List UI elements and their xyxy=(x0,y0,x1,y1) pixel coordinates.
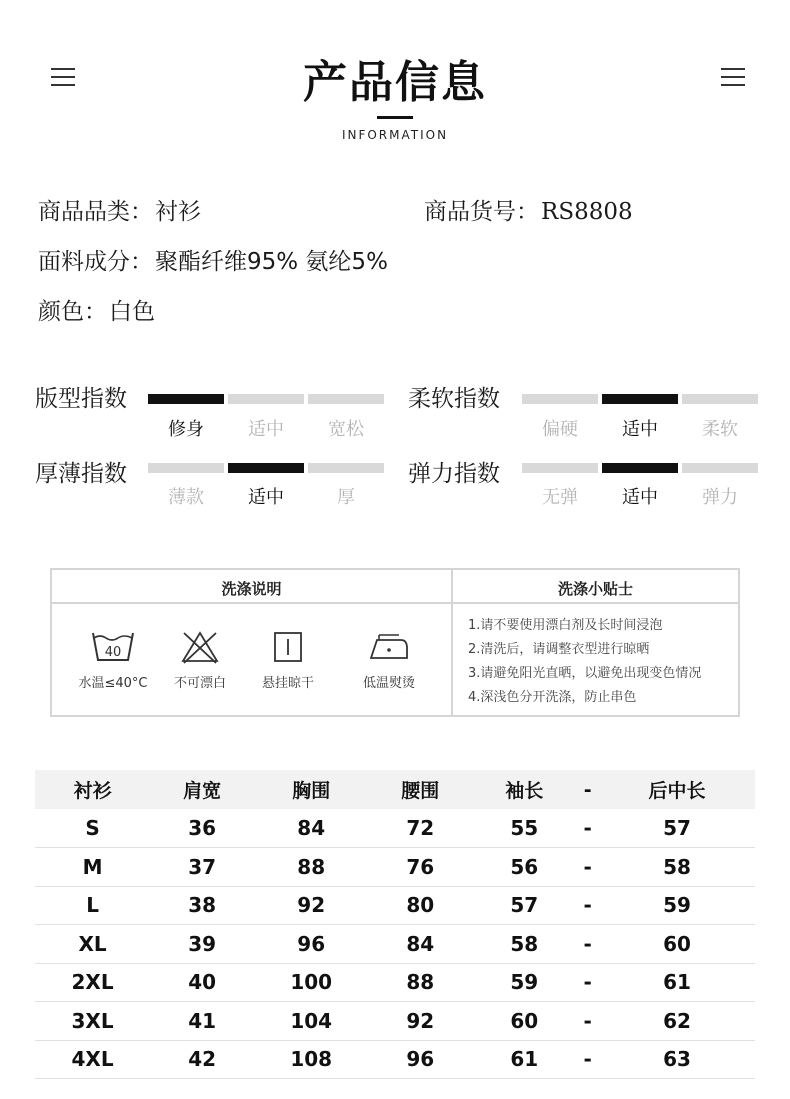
table-row xyxy=(35,848,755,887)
table-cell: 59 xyxy=(472,963,576,1002)
table-cell: XL xyxy=(35,925,150,964)
table-cell: 55 xyxy=(472,809,576,848)
table-cell: 100 xyxy=(254,963,368,1002)
table-cell: 59 xyxy=(599,886,755,925)
care-low-iron xyxy=(346,630,432,691)
info-fabric-label: 面料成分： xyxy=(38,249,153,275)
table-cell: 58 xyxy=(599,848,755,887)
elasticity-option-3: 弹力 xyxy=(702,487,738,508)
care-hang-dry xyxy=(248,630,328,691)
table-cell: 92 xyxy=(368,1002,472,1041)
softness-bar-3 xyxy=(682,394,758,404)
fit-bar-2 xyxy=(228,394,304,404)
washing-tip-2: 2.清洗后，请调整衣型进行晾晒 xyxy=(468,642,650,657)
table-cell: 42 xyxy=(150,1040,254,1079)
table-cell: 37 xyxy=(150,848,254,887)
table-cell: - xyxy=(576,963,599,1002)
care-low-iron-label: 低温熨烫 xyxy=(362,676,415,691)
info-item-no xyxy=(424,193,633,226)
softness-index-label: 柔软指数 xyxy=(408,386,500,412)
softness-bar-1 xyxy=(522,394,598,404)
washing-tips-list xyxy=(468,614,701,710)
table-row xyxy=(35,809,755,848)
table-cell: 41 xyxy=(150,1002,254,1041)
table-cell: 36 xyxy=(150,809,254,848)
softness-option-2: 适中 xyxy=(622,419,658,440)
size-header-cell: 腰围 xyxy=(368,770,472,809)
table-cell: 88 xyxy=(368,963,472,1002)
elasticity-option-1: 无弹 xyxy=(542,487,578,508)
elasticity-option-2: 适中 xyxy=(622,487,658,508)
size-header-cell: 后中长 xyxy=(599,770,755,809)
washing-tip-3: 3.请避免阳光直晒，以避免出现变色情况 xyxy=(468,666,702,681)
softness-option-1: 偏硬 xyxy=(542,419,578,440)
fit-option-1: 修身 xyxy=(168,419,204,440)
care-no-bleach xyxy=(162,630,238,691)
elasticity-bar-1 xyxy=(522,463,598,473)
table-cell: 39 xyxy=(150,925,254,964)
washing-tips-title: 洗涤小贴士 xyxy=(557,580,633,598)
no-bleach-icon xyxy=(180,630,220,664)
thickness-bar-3 xyxy=(308,463,384,473)
info-category xyxy=(38,193,201,226)
elasticity-bar-3 xyxy=(682,463,758,473)
washing-panel xyxy=(50,568,740,717)
fit-option-2: 适中 xyxy=(248,419,284,440)
table-cell: - xyxy=(576,925,599,964)
softness-bar-2 xyxy=(602,394,678,404)
table-cell: 58 xyxy=(472,925,576,964)
info-fabric xyxy=(38,243,388,276)
elasticity-bar-2 xyxy=(602,463,678,473)
size-header-cell: 肩宽 xyxy=(150,770,254,809)
table-cell: - xyxy=(576,809,599,848)
hang-dry-icon xyxy=(268,630,308,664)
table-cell: - xyxy=(576,1002,599,1041)
table-cell: 72 xyxy=(368,809,472,848)
washing-tip-1: 1.请不要使用漂白剂及长时间浸泡 xyxy=(468,618,663,633)
table-cell: 62 xyxy=(599,1002,755,1041)
size-header-cell: 袖长 xyxy=(472,770,576,809)
info-color-value: 白色 xyxy=(109,299,155,325)
table-cell: - xyxy=(576,886,599,925)
wash-40-icon xyxy=(91,630,135,664)
info-category-value: 衬衫 xyxy=(155,199,201,225)
table-cell: 84 xyxy=(368,925,472,964)
title-underline xyxy=(377,116,413,119)
low-iron-icon xyxy=(367,630,411,664)
size-table-body xyxy=(35,809,755,1079)
thickness-bar-2 xyxy=(228,463,304,473)
fit-bar-1 xyxy=(148,394,224,404)
table-cell: 96 xyxy=(254,925,368,964)
table-cell: 60 xyxy=(472,1002,576,1041)
table-cell: 56 xyxy=(472,848,576,887)
table-cell: 104 xyxy=(254,1002,368,1041)
table-row xyxy=(35,925,755,964)
table-cell: 80 xyxy=(368,886,472,925)
table-cell: 38 xyxy=(150,886,254,925)
table-cell: 57 xyxy=(472,886,576,925)
table-cell: 84 xyxy=(254,809,368,848)
table-cell: 96 xyxy=(368,1040,472,1079)
table-cell: - xyxy=(576,1040,599,1079)
table-cell: 40 xyxy=(150,963,254,1002)
table-cell: 2XL xyxy=(35,963,150,1002)
table-cell: 3XL xyxy=(35,1002,150,1041)
table-row xyxy=(35,963,755,1002)
thickness-option-1: 薄款 xyxy=(168,487,204,508)
table-row xyxy=(35,1002,755,1041)
page-title: 产品信息 xyxy=(303,57,487,108)
info-item-no-label: 商品货号： xyxy=(424,199,539,225)
fit-bar-3 xyxy=(308,394,384,404)
table-cell: M xyxy=(35,848,150,887)
info-color xyxy=(38,293,155,326)
table-cell: - xyxy=(576,848,599,887)
table-cell: 92 xyxy=(254,886,368,925)
size-header-cell: 衬衫 xyxy=(35,770,150,809)
info-item-no-value: RS8808 xyxy=(541,199,633,225)
info-fabric-value: 聚酯纤维95% 氨纶5% xyxy=(155,249,388,275)
info-category-label: 商品品类： xyxy=(38,199,153,225)
thickness-option-2: 适中 xyxy=(248,487,284,508)
table-cell: 60 xyxy=(599,925,755,964)
care-no-bleach-label: 不可漂白 xyxy=(173,676,226,691)
table-cell: 63 xyxy=(599,1040,755,1079)
thickness-bar-1 xyxy=(148,463,224,473)
size-table xyxy=(35,770,755,1079)
table-cell: 88 xyxy=(254,848,368,887)
care-wash-40-label: 水温≤40°C xyxy=(78,676,148,691)
table-cell: 61 xyxy=(472,1040,576,1079)
size-header-cell: - xyxy=(576,770,599,809)
table-cell: S xyxy=(35,809,150,848)
softness-option-3: 柔软 xyxy=(702,419,738,440)
care-hang-dry-label: 悬挂晾干 xyxy=(261,676,314,691)
care-wash-40 xyxy=(67,630,159,691)
table-cell: 61 xyxy=(599,963,755,1002)
page-subtitle: INFORMATION xyxy=(341,128,449,142)
size-header-cell: 胸围 xyxy=(254,770,368,809)
thickness-index-label: 厚薄指数 xyxy=(35,461,127,487)
washing-tip-4: 4.深浅色分开洗涤，防止串色 xyxy=(468,690,637,705)
table-cell: 108 xyxy=(254,1040,368,1079)
table-cell: 57 xyxy=(599,809,755,848)
table-row xyxy=(35,1040,755,1079)
info-color-label: 颜色： xyxy=(38,299,107,325)
fit-option-3: 宽松 xyxy=(328,419,364,440)
table-cell: L xyxy=(35,886,150,925)
table-row xyxy=(35,886,755,925)
thickness-option-3: 厚 xyxy=(337,487,355,508)
wash-40-text: 40 xyxy=(104,645,122,660)
table-cell: 4XL xyxy=(35,1040,150,1079)
elasticity-index-label: 弹力指数 xyxy=(408,461,500,487)
table-cell: 76 xyxy=(368,848,472,887)
fit-index-label: 版型指数 xyxy=(35,386,127,412)
size-table-header-row xyxy=(35,770,755,809)
washing-title: 洗涤说明 xyxy=(221,580,282,598)
